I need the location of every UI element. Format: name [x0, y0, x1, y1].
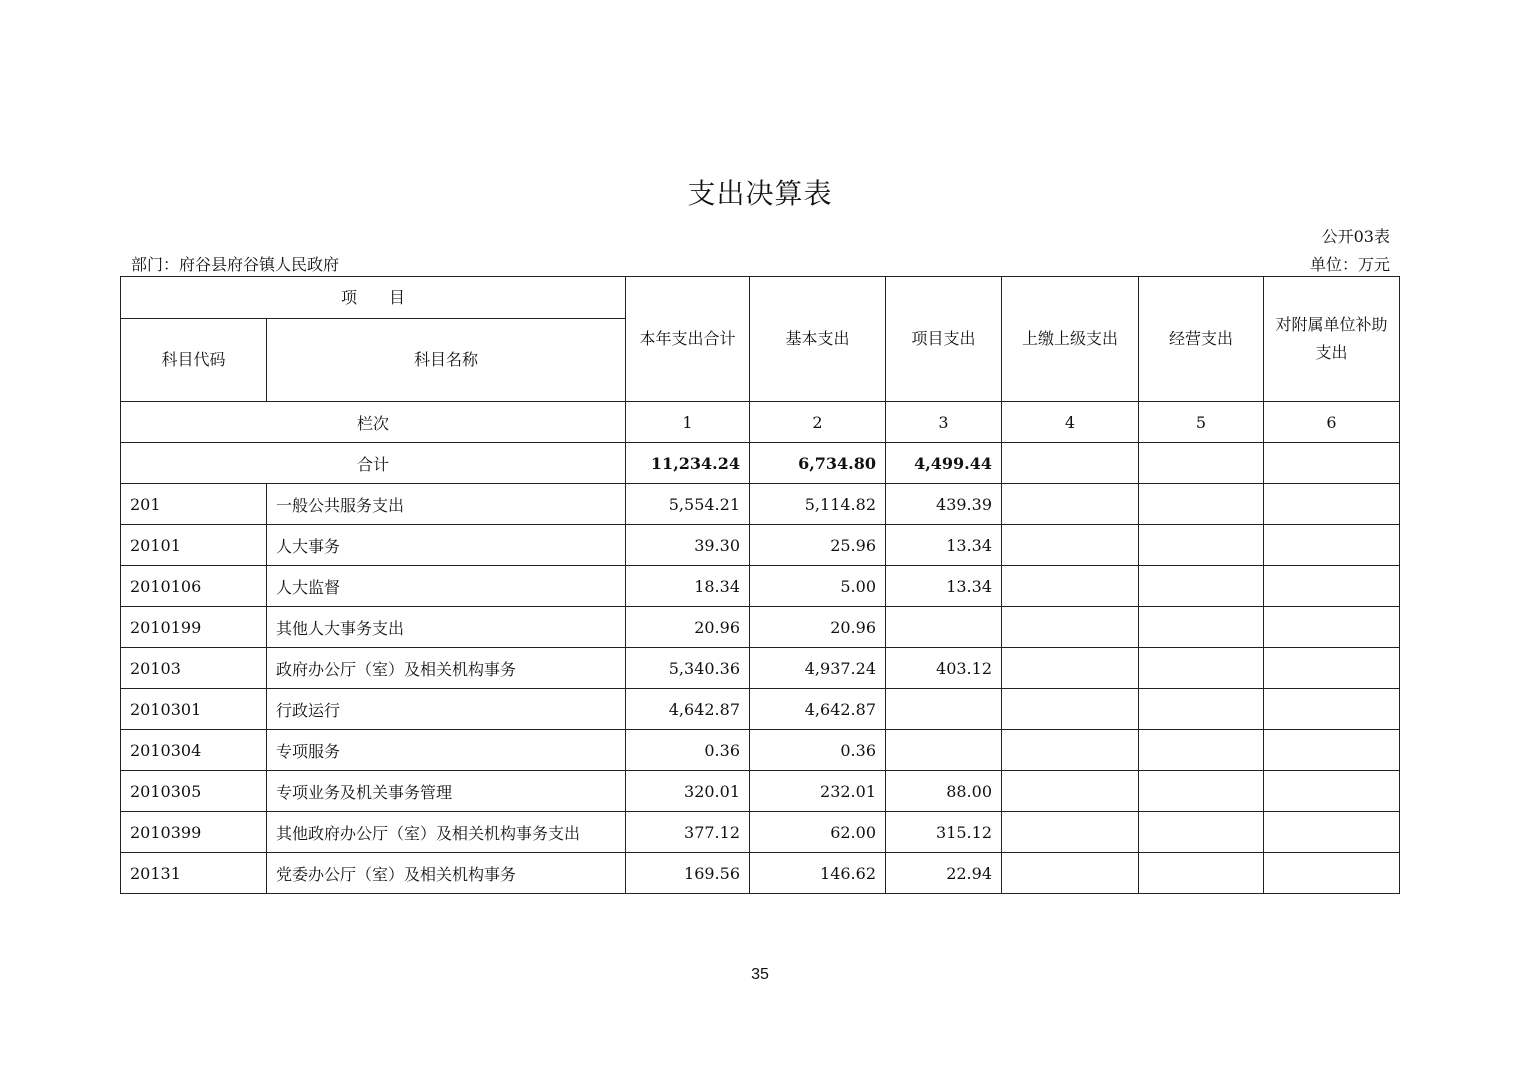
- row-value: 5,554.21: [626, 484, 750, 525]
- total-label: 合计: [121, 443, 626, 484]
- row-name: 专项业务及机关事务管理: [267, 771, 626, 812]
- row-value: [1139, 730, 1264, 771]
- form-number: 公开03表: [1321, 227, 1390, 246]
- table-row: [121, 525, 1400, 566]
- row-code: 2010304: [121, 730, 267, 771]
- header-code: 科目代码: [121, 319, 267, 402]
- column-number: 1: [626, 402, 750, 443]
- header-col2: 基本支出: [750, 277, 886, 402]
- row-value: [1139, 771, 1264, 812]
- table-row: [121, 853, 1400, 894]
- row-value: 20.96: [750, 607, 886, 648]
- total-value: 11,234.24: [626, 443, 750, 484]
- row-value: 232.01: [750, 771, 886, 812]
- row-code: 20101: [121, 525, 267, 566]
- row-name: 党委办公厅（室）及相关机构事务: [267, 853, 626, 894]
- row-value: [1139, 648, 1264, 689]
- table-row: [121, 566, 1400, 607]
- row-code: 20103: [121, 648, 267, 689]
- row-name: 专项服务: [267, 730, 626, 771]
- row-value: [1264, 484, 1400, 525]
- row-value: 18.34: [626, 566, 750, 607]
- total-value: 4,499.44: [886, 443, 1002, 484]
- total-value: [1264, 443, 1400, 484]
- row-value: [1264, 730, 1400, 771]
- row-value: 4,937.24: [750, 648, 886, 689]
- row-value: [1002, 730, 1139, 771]
- table-row: [121, 689, 1400, 730]
- header-col6: 对附属单位补助支出: [1264, 277, 1400, 402]
- row-value: [1264, 566, 1400, 607]
- table-row: [121, 607, 1400, 648]
- row-value: 13.34: [886, 566, 1002, 607]
- header-col5: 经营支出: [1139, 277, 1264, 402]
- header-col1: 本年支出合计: [626, 277, 750, 402]
- row-value: 39.30: [626, 525, 750, 566]
- row-value: [1264, 689, 1400, 730]
- table-row: [121, 771, 1400, 812]
- row-code: 2010301: [121, 689, 267, 730]
- table-row: [121, 812, 1400, 853]
- row-value: [1002, 566, 1139, 607]
- row-code: 2010199: [121, 607, 267, 648]
- row-value: 20.96: [626, 607, 750, 648]
- total-value: 6,734.80: [750, 443, 886, 484]
- row-value: [1139, 525, 1264, 566]
- row-value: 13.34: [886, 525, 1002, 566]
- header-project: 项 目: [121, 277, 626, 319]
- row-value: 22.94: [886, 853, 1002, 894]
- row-name: 其他政府办公厅（室）及相关机构事务支出: [267, 812, 626, 853]
- row-value: 62.00: [750, 812, 886, 853]
- table-row: [121, 484, 1400, 525]
- row-value: [1002, 607, 1139, 648]
- row-value: [1264, 812, 1400, 853]
- row-value: 0.36: [750, 730, 886, 771]
- header-col4: 上缴上级支出: [1002, 277, 1139, 402]
- row-value: [1264, 771, 1400, 812]
- table-row: [121, 648, 1400, 689]
- row-value: [886, 689, 1002, 730]
- row-value: 4,642.87: [750, 689, 886, 730]
- row-value: [886, 607, 1002, 648]
- total-row: [121, 443, 1400, 484]
- row-name: 一般公共服务支出: [267, 484, 626, 525]
- row-name: 政府办公厅（室）及相关机构事务: [267, 648, 626, 689]
- column-number: 2: [750, 402, 886, 443]
- row-value: 5,340.36: [626, 648, 750, 689]
- row-name: 人大监督: [267, 566, 626, 607]
- row-value: [1002, 689, 1139, 730]
- table-row: [121, 730, 1400, 771]
- row-value: 403.12: [886, 648, 1002, 689]
- row-value: [1002, 484, 1139, 525]
- row-value: 315.12: [886, 812, 1002, 853]
- row-value: 377.12: [626, 812, 750, 853]
- row-code: 2010106: [121, 566, 267, 607]
- column-number-row: [121, 402, 1400, 443]
- row-value: [1139, 607, 1264, 648]
- row-value: 25.96: [750, 525, 886, 566]
- row-name: 其他人大事务支出: [267, 607, 626, 648]
- page-number: 35: [751, 966, 769, 983]
- header-name: 科目名称: [267, 319, 626, 402]
- column-number-label: 栏次: [121, 402, 626, 443]
- row-name: 行政运行: [267, 689, 626, 730]
- total-value: [1139, 443, 1264, 484]
- row-value: 320.01: [626, 771, 750, 812]
- department-label: 部门：府谷县府谷镇人民政府: [131, 255, 340, 274]
- row-value: 439.39: [886, 484, 1002, 525]
- row-value: 146.62: [750, 853, 886, 894]
- row-value: [1002, 648, 1139, 689]
- row-value: 5,114.82: [750, 484, 886, 525]
- row-value: [1002, 812, 1139, 853]
- row-value: [886, 730, 1002, 771]
- column-number: 3: [886, 402, 1002, 443]
- row-value: [1002, 525, 1139, 566]
- total-value: [1002, 443, 1139, 484]
- row-value: [1264, 607, 1400, 648]
- column-number: 4: [1002, 402, 1139, 443]
- unit-label: 单位：万元: [1309, 255, 1390, 274]
- row-code: 2010305: [121, 771, 267, 812]
- row-value: [1139, 812, 1264, 853]
- row-value: [1264, 525, 1400, 566]
- column-number: 6: [1264, 402, 1400, 443]
- row-code: 20131: [121, 853, 267, 894]
- header-col3: 项目支出: [886, 277, 1002, 402]
- row-value: 5.00: [750, 566, 886, 607]
- row-value: 169.56: [626, 853, 750, 894]
- row-code: 2010399: [121, 812, 267, 853]
- row-value: [1002, 853, 1139, 894]
- column-number: 5: [1139, 402, 1264, 443]
- row-value: 88.00: [886, 771, 1002, 812]
- row-value: [1139, 484, 1264, 525]
- row-name: 人大事务: [267, 525, 626, 566]
- page-title: 支出决算表: [687, 177, 833, 210]
- row-value: [1264, 648, 1400, 689]
- row-value: 4,642.87: [626, 689, 750, 730]
- row-value: [1139, 689, 1264, 730]
- row-value: 0.36: [626, 730, 750, 771]
- row-value: [1139, 853, 1264, 894]
- row-value: [1264, 853, 1400, 894]
- row-value: [1002, 771, 1139, 812]
- row-code: 201: [121, 484, 267, 525]
- row-value: [1139, 566, 1264, 607]
- expenditure-table: [120, 276, 1400, 894]
